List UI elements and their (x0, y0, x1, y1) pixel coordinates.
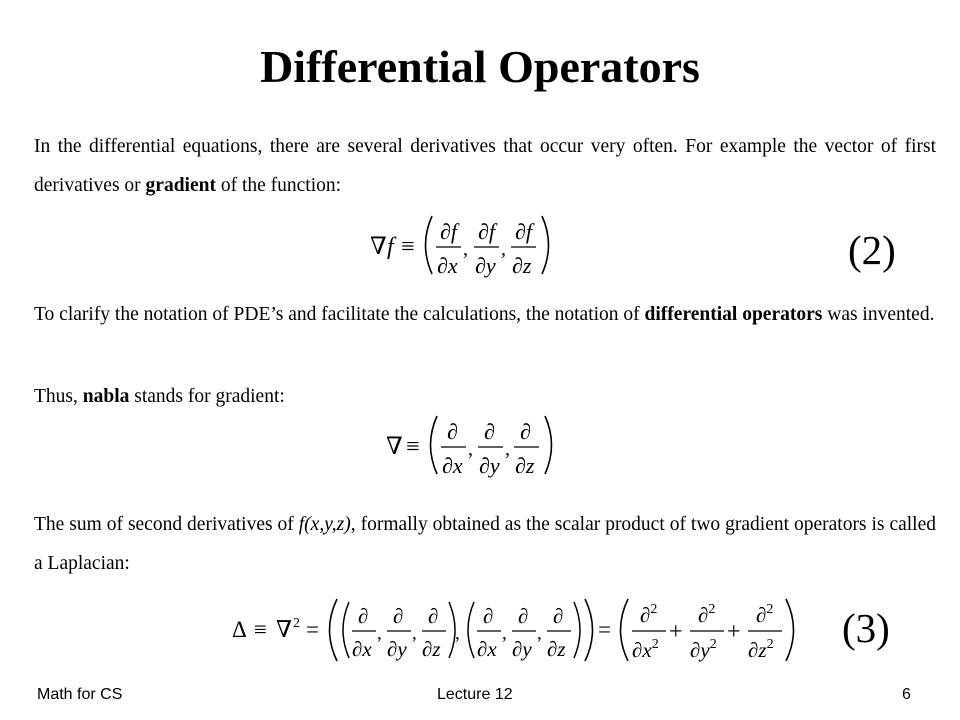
partial-y: ∂y (512, 637, 532, 661)
left-paren (431, 416, 438, 474)
partial-x-squared: $\partial x^2$ (632, 637, 659, 662)
comma: , (463, 238, 468, 260)
partial: ∂ (553, 604, 564, 628)
footer-course: Math for CS (37, 686, 123, 703)
partial-z: ∂z (515, 453, 535, 478)
partial-y: ∂y (387, 637, 407, 661)
partial-z: ∂z (547, 637, 566, 661)
partial-z-squared: $\partial z^2$ (748, 637, 774, 662)
equiv-sign: ≡ (401, 234, 415, 260)
paragraph-differential-operators (34, 295, 936, 334)
partial: ∂ (483, 604, 494, 628)
comma: , (412, 623, 417, 644)
function-f: f (387, 234, 394, 260)
partial: ∂ (518, 604, 529, 628)
partial: ∂ (484, 419, 495, 444)
text: In the differential equations, there are several derivatives that occur very often. For example the vector of first derivatives or (34, 136, 936, 196)
partial-y: ∂y (475, 253, 496, 278)
equation-number-3: (3) (842, 605, 890, 651)
equation-gradient (0, 210, 560, 280)
outer-left-paren (330, 599, 338, 661)
equiv-sign: ≡ (406, 434, 420, 460)
text: , formally obtained as the scalar product of two gradient operators is called a Laplacian: (34, 514, 936, 574)
text: stands for gradient: (129, 386, 285, 407)
comma: , (468, 438, 473, 460)
partial: ∂ (428, 604, 439, 628)
plus-sign: + (669, 619, 683, 645)
function-fxyz: f(x,y,z) (298, 514, 351, 535)
comma: , (377, 623, 382, 644)
partial-z: ∂z (512, 253, 532, 278)
partial: ∂ (393, 604, 404, 628)
comma: , (505, 438, 510, 460)
partial-y: ∂y (479, 453, 500, 478)
partial-z: ∂z (422, 637, 441, 661)
footer-lecture: Lecture 12 (437, 686, 513, 703)
right-paren (786, 599, 794, 661)
equals-sign: = (306, 617, 319, 642)
paragraph-gradient-intro (34, 127, 936, 205)
partial-x: ∂x (442, 453, 463, 478)
right-paren (574, 602, 580, 658)
partial: ∂ (358, 604, 369, 628)
equals-sign: = (598, 617, 611, 642)
equation-laplacian (0, 595, 800, 665)
term-gradient: gradient (145, 175, 216, 196)
text: The sum of second derivatives of (34, 514, 299, 535)
superscript-2: 2 (293, 616, 300, 631)
equation-nabla (0, 410, 560, 480)
left-paren (343, 602, 349, 658)
left-paren (621, 599, 629, 661)
partial-x: ∂x (437, 253, 458, 278)
plus-sign: + (727, 619, 741, 645)
partial-f: ∂f (515, 219, 532, 244)
text: To clarify the notation of PDE’s and facilitate the calculations, the notation of (34, 304, 645, 325)
slide-title: Differential Operators (260, 41, 700, 92)
paragraph-laplacian (34, 505, 936, 583)
partial-squared: ∂$^2$ (698, 602, 716, 627)
partial-x: ∂x (352, 637, 372, 661)
right-paren (545, 416, 552, 474)
comma: , (502, 623, 507, 644)
partial-x: ∂x (477, 637, 497, 661)
text: of the function: (215, 175, 342, 196)
left-paren (426, 216, 433, 274)
partial-f: ∂f (440, 219, 457, 244)
partial: ∂ (447, 419, 458, 444)
left-paren (468, 602, 474, 658)
footer-page-number: 6 (902, 686, 911, 703)
partial-f: ∂f (478, 219, 495, 244)
right-paren (542, 216, 549, 274)
equiv-sign: ≡ (254, 617, 267, 642)
text: Thus, (34, 386, 83, 407)
outer-right-paren (585, 599, 593, 661)
term-differential-operators: differential operators (644, 304, 823, 325)
nabla-symbol: ∇ (276, 617, 293, 642)
text: was invented. (822, 304, 935, 325)
comma: , (455, 623, 460, 644)
laplace-symbol: Δ (232, 617, 247, 642)
nabla-symbol: ∇ (386, 434, 403, 460)
nabla-symbol: ∇ (370, 234, 387, 260)
partial: ∂ (520, 419, 531, 444)
equation-number-2: (2) (848, 227, 896, 273)
comma: , (537, 623, 542, 644)
partial-squared: ∂$^2$ (756, 602, 774, 627)
term-nabla: nabla (82, 386, 130, 407)
partial-squared: ∂$^2$ (640, 602, 658, 627)
comma: , (501, 238, 506, 260)
partial-y-squared: $\partial y^2$ (690, 637, 717, 662)
